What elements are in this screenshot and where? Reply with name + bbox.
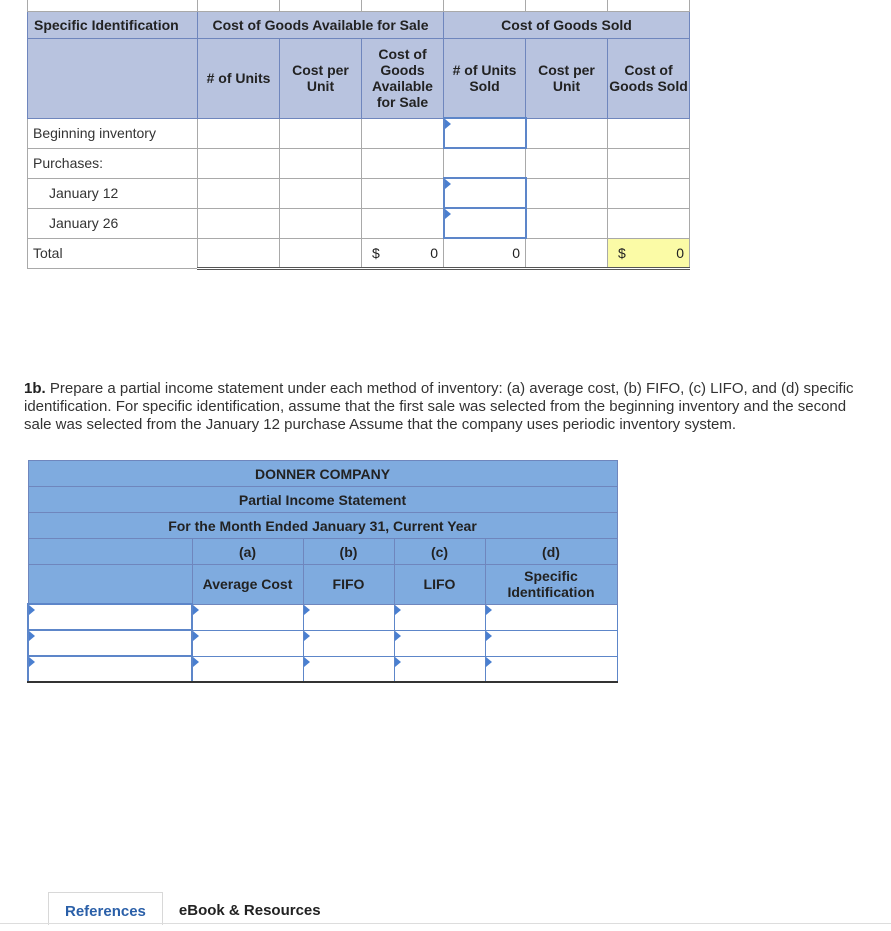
total-label: Total	[28, 238, 198, 269]
cogs-input[interactable]	[608, 118, 690, 148]
flag-icon	[395, 657, 401, 667]
fifo-input[interactable]	[303, 604, 394, 630]
cost-available-input[interactable]	[362, 118, 444, 148]
statement-period: For the Month Ended January 31, Current Year	[28, 513, 617, 539]
total-units-sold	[444, 238, 526, 269]
lifo-input[interactable]	[394, 656, 485, 682]
flag-icon	[193, 605, 199, 615]
references-tab[interactable]: References	[48, 892, 163, 925]
col-letter-c: (c)	[394, 539, 485, 565]
company-name: DONNER COMPANY	[28, 461, 617, 487]
flag-icon	[486, 657, 492, 667]
cost-per-unit-input[interactable]	[280, 178, 362, 208]
lifo-input[interactable]	[394, 630, 485, 656]
units-input[interactable]	[198, 208, 280, 238]
average-cost-input[interactable]	[192, 604, 303, 630]
dollar-sign: $	[618, 244, 626, 261]
col-cost-per-unit-sold: Cost per Unit	[526, 39, 608, 119]
flag-icon	[304, 657, 310, 667]
fifo-input[interactable]	[303, 656, 394, 682]
cost-per-unit-input[interactable]	[280, 118, 362, 148]
cost-per-unit-sold-input[interactable]	[526, 118, 608, 148]
col-letter-a: (a)	[192, 539, 303, 565]
statement-row	[28, 630, 617, 656]
average-cost-input[interactable]	[192, 630, 303, 656]
col-lifo: LIFO	[394, 565, 485, 605]
line-item-select[interactable]	[28, 630, 192, 656]
total-cost-per-unit-sold	[526, 238, 608, 269]
line-item-select[interactable]	[28, 604, 192, 630]
header-cost-available: Cost of Goods Available for Sale	[198, 12, 444, 39]
row-january-12	[28, 178, 690, 208]
col-cogs: Cost of Goods Sold	[608, 39, 690, 119]
flag-icon	[486, 605, 492, 615]
col-cost-per-unit: Cost per Unit	[280, 39, 362, 119]
units-input[interactable]	[198, 118, 280, 148]
col-letter-b: (b)	[303, 539, 394, 565]
units-sold-input[interactable]	[444, 118, 526, 148]
total-cogs	[608, 238, 690, 269]
total-available-value: 0	[430, 244, 438, 261]
cost-per-unit-sold-input[interactable]	[526, 178, 608, 208]
specific-id-input[interactable]	[485, 656, 617, 682]
row-label: Beginning inventory	[28, 118, 198, 148]
flag-icon	[486, 631, 492, 641]
flag-icon	[193, 631, 199, 641]
flag-icon	[29, 657, 35, 667]
specific-id-input[interactable]	[485, 630, 617, 656]
cost-available-input[interactable]	[362, 208, 444, 238]
cost-per-unit-sold-input[interactable]	[526, 208, 608, 238]
average-cost-input[interactable]	[192, 656, 303, 682]
divider	[0, 923, 891, 924]
flag-icon	[29, 605, 35, 615]
flag-icon	[193, 657, 199, 667]
units-sold-input[interactable]	[444, 208, 526, 238]
row-label: Purchases:	[28, 148, 198, 178]
total-units	[198, 238, 280, 269]
statement-row	[28, 656, 617, 682]
col-average-cost: Average Cost	[192, 565, 303, 605]
flag-icon	[445, 179, 451, 189]
total-cost-available	[362, 238, 444, 269]
lifo-input[interactable]	[394, 604, 485, 630]
row-january-26	[28, 208, 690, 238]
income-statement-table	[27, 460, 618, 683]
flag-icon	[29, 631, 35, 641]
flag-icon	[445, 119, 451, 129]
line-item-select[interactable]	[28, 656, 192, 682]
statement-title: Partial Income Statement	[28, 487, 617, 513]
flag-icon	[395, 605, 401, 615]
cogs-input[interactable]	[608, 208, 690, 238]
specific-id-input[interactable]	[485, 604, 617, 630]
flag-icon	[445, 209, 451, 219]
row-purchases	[28, 148, 690, 178]
flag-icon	[304, 605, 310, 615]
row-total	[28, 238, 690, 269]
specific-identification-table	[27, 0, 690, 270]
total-cogs-value: 0	[676, 244, 684, 261]
cost-per-unit-input[interactable]	[280, 208, 362, 238]
col-cost-available: Cost of Goods Available for Sale	[362, 39, 444, 119]
col-letter-d: (d)	[485, 539, 617, 565]
header-cost-sold: Cost of Goods Sold	[444, 12, 690, 39]
units-input[interactable]	[198, 178, 280, 208]
cost-available-input[interactable]	[362, 178, 444, 208]
col-specific-identification: Specific Identification	[485, 565, 617, 605]
instruction-number: 1b.	[24, 380, 46, 397]
units-sold-input[interactable]	[444, 178, 526, 208]
row-label: January 12	[28, 178, 198, 208]
row-beginning-inventory	[28, 118, 690, 148]
flag-icon	[395, 631, 401, 641]
col-fifo: FIFO	[303, 565, 394, 605]
flag-icon	[304, 631, 310, 641]
instruction-text	[24, 380, 874, 434]
dollar-sign: $	[372, 244, 380, 261]
instruction-body: Prepare a partial income statement under each method of inventory: (a) average cost, (b) FIFO, (c) LIFO, and (d) specific identification. For specific identification, assume that the first sale was selected from the beginning inventory and the second sale was selected from the January 12 purchase Assume that the company uses periodic inventory system.	[24, 380, 854, 433]
header-blank	[28, 39, 198, 119]
row-label: January 26	[28, 208, 198, 238]
cogs-input[interactable]	[608, 178, 690, 208]
bottom-tabs	[48, 892, 337, 925]
ebook-resources-tab[interactable]: eBook & Resources	[178, 902, 321, 919]
total-units-sold-value: 0	[512, 245, 520, 261]
col-units-sold: # of Units Sold	[444, 39, 526, 119]
fifo-input[interactable]	[303, 630, 394, 656]
col-units: # of Units	[198, 39, 280, 119]
total-cost-per-unit	[280, 238, 362, 269]
statement-row	[28, 604, 617, 630]
header-specific-identification: Specific Identification	[28, 12, 198, 39]
